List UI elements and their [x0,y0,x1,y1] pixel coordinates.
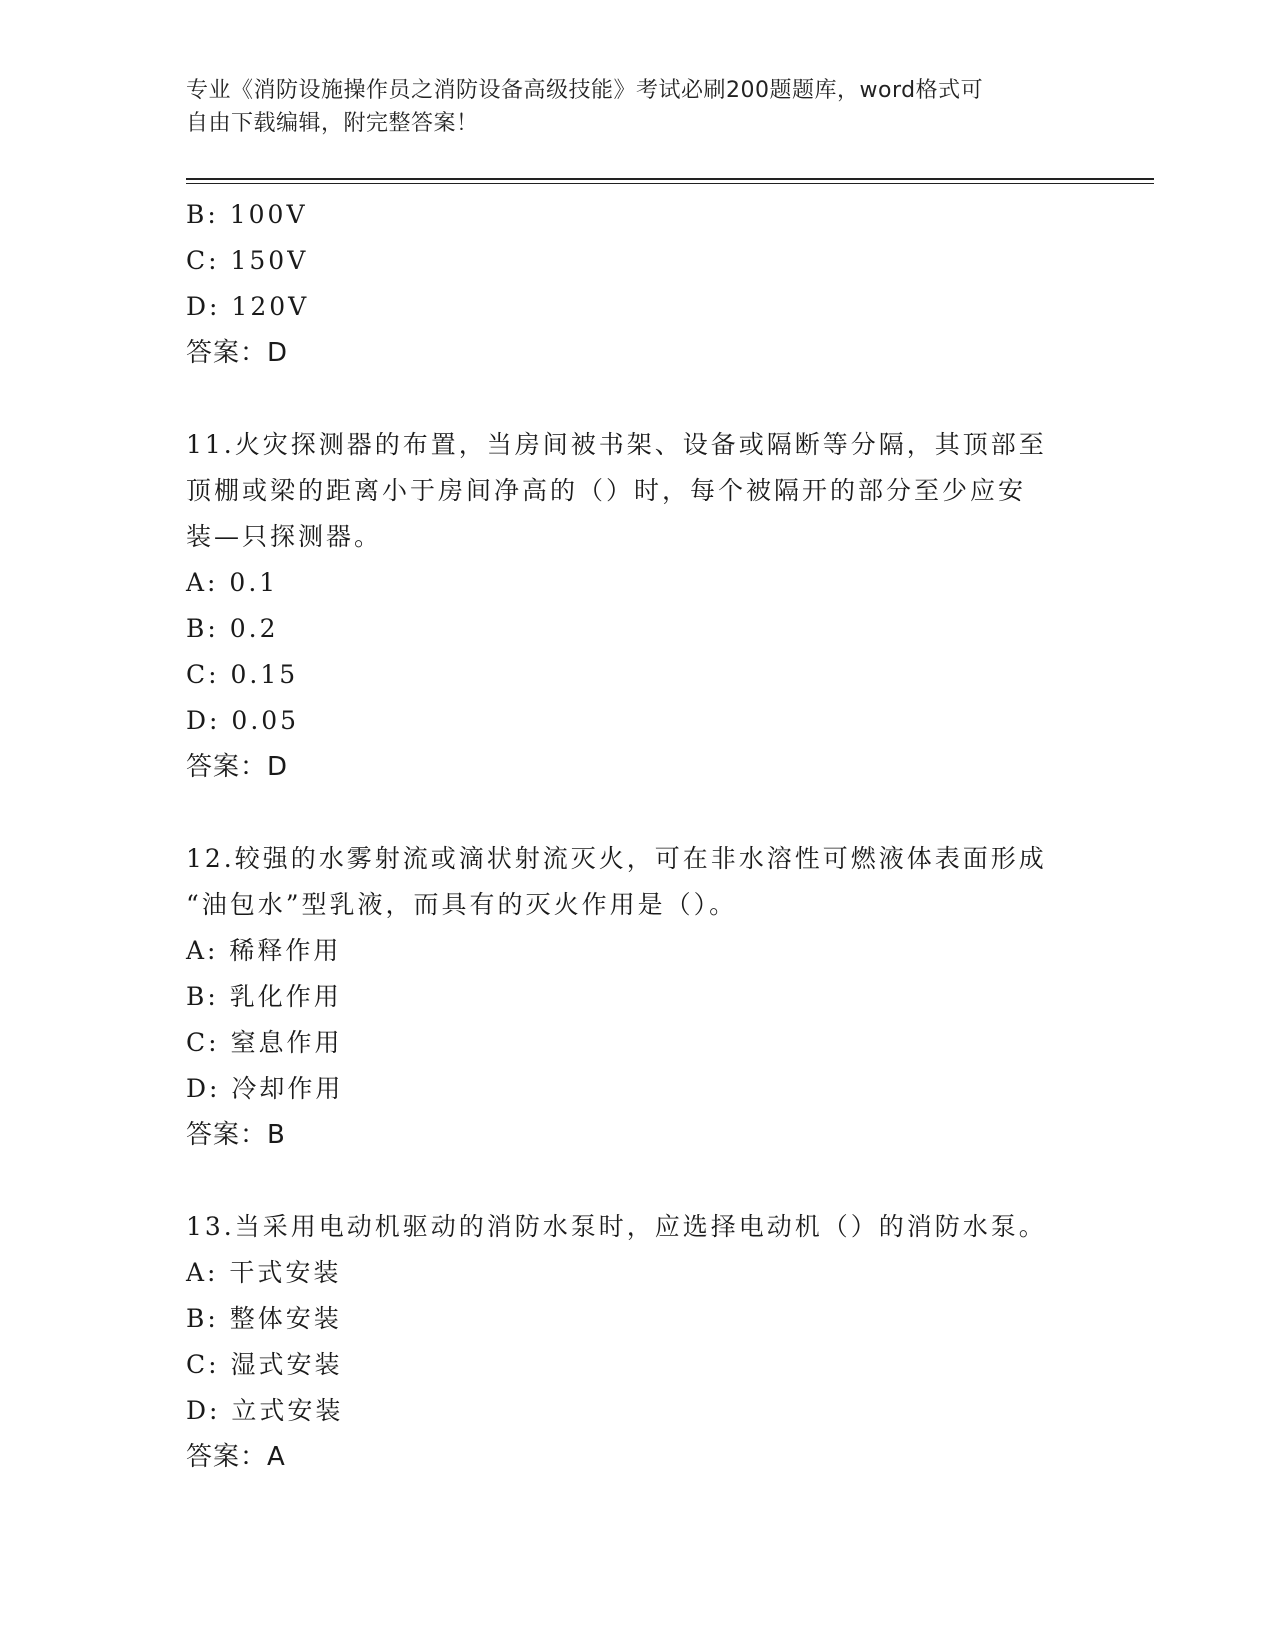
option-c: C: 窒息作用 [186,1028,343,1057]
option-c: C: 0.15 [186,660,299,689]
header-title-line-2: 自由下载编辑，附完整答案！ [186,111,479,136]
option-a: A: 干式安装 [186,1258,342,1287]
question-stem-line: 12.较强的水雾射流或滴状射流灭火，可在非水溶性可燃液体表面形成 [186,844,1047,873]
question-13 [186,1204,1086,1480]
option-d: D: 120V [186,292,310,321]
question-10 [186,192,1086,376]
option-d: D: 冷却作用 [186,1074,344,1103]
page-header [186,74,1076,140]
option-a: A: 稀释作用 [186,936,342,965]
answer-line: 答案：B [186,1120,286,1150]
question-stem-line: 顶棚或梁的距离小于房间净高的（）时，每个被隔开的部分至少应安 [186,476,1027,505]
answer-line: 答案：A [186,1442,286,1472]
option-b: B: 乳化作用 [186,982,342,1011]
spacer [186,1158,1086,1204]
option-c: C: 150V [186,246,309,275]
question-stem-line: 装—只探测器。 [186,522,383,551]
header-title-line-1: 专业《消防设施操作员之消防设备高级技能》考试必刷200题题库，word格式可 [186,78,984,103]
option-d: D: 0.05 [186,706,300,735]
question-11 [186,422,1086,790]
question-12 [186,836,1086,1158]
option-b: B: 整体安装 [186,1304,342,1333]
spacer [186,376,1086,422]
spacer [186,790,1086,836]
answer-line: 答案：D [186,752,289,782]
option-b: B: 100V [186,200,308,229]
answer-line: 答案：D [186,338,289,368]
question-stem-line: “油包水”型乳液，而具有的灭火作用是（）。 [186,890,738,919]
option-d: D: 立式安装 [186,1396,344,1425]
option-b: B: 0.2 [186,614,279,643]
question-list [186,192,1086,1480]
option-a: A: 0.1 [186,568,279,597]
option-c: C: 湿式安装 [186,1350,343,1379]
header-divider [186,178,1154,184]
question-stem-line: 13.当采用电动机驱动的消防水泵时，应选择电动机（）的消防水泵。 [186,1212,1047,1241]
question-stem-line: 11.火灾探测器的布置，当房间被书架、设备或隔断等分隔，其顶部至 [186,430,1047,459]
